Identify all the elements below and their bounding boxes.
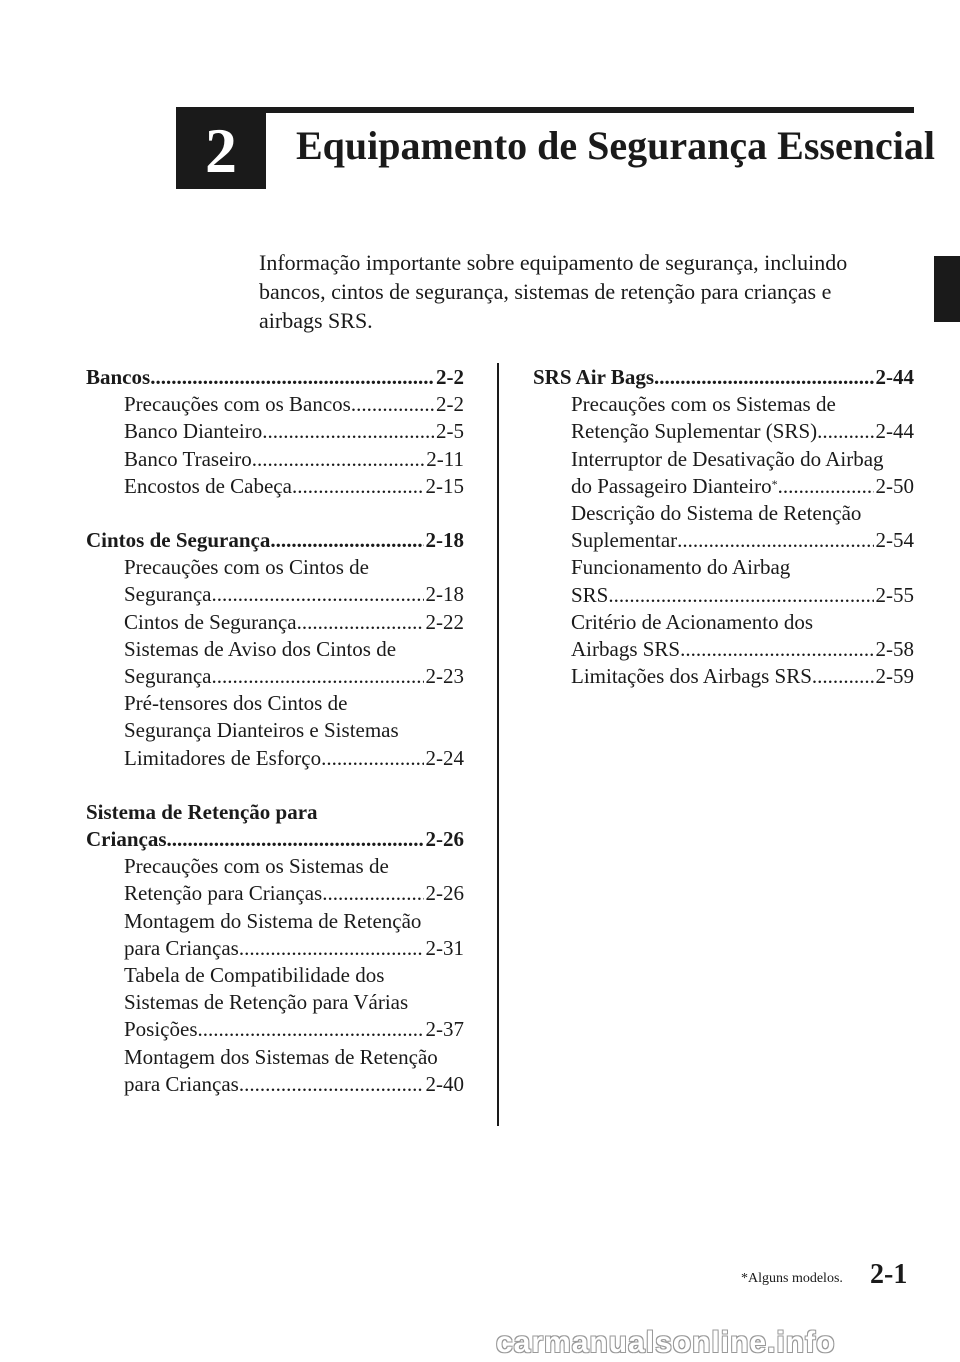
toc-leader-dots xyxy=(198,1016,424,1043)
toc-page-ref: 2-50 xyxy=(875,473,914,498)
toc-entry-line: Pré-tensores dos Cintos de xyxy=(124,691,348,716)
toc-entry-line: Sistemas de Retenção para Várias xyxy=(124,990,409,1015)
toc-page-ref: 2-23 xyxy=(425,664,464,689)
toc-entry xyxy=(86,581,464,608)
toc-left-column xyxy=(86,364,464,1098)
toc-page-ref: 2-59 xyxy=(875,664,914,689)
toc-entry-line: Descrição do Sistema de Retenção xyxy=(571,501,862,526)
chapter-number: 2 xyxy=(176,113,266,189)
toc-leader-dots xyxy=(321,745,423,772)
toc-entry-line: Interruptor de Desativação do Airbag xyxy=(571,446,884,471)
toc-entry-line: Montagem do Sistema de Retenção xyxy=(124,908,422,933)
toc-leader-dots xyxy=(270,527,423,554)
toc-entry-text: Retenção para Crianças xyxy=(124,881,323,906)
toc-page-ref: 2-22 xyxy=(425,609,464,634)
toc-leader-dots xyxy=(239,1071,424,1098)
toc-entry-text: Suplementar xyxy=(571,528,678,553)
intro-line: bancos, cintos de segurança, sistemas de retenção para crianças e xyxy=(259,279,832,304)
toc-entry-line: Tabela de Compatibilidade dos xyxy=(124,963,385,988)
toc-leader-dots xyxy=(677,527,873,554)
intro-line: Informação importante sobre equipamento de segurança, incluindo xyxy=(259,250,848,275)
toc-entry-text: para Crianças xyxy=(124,1071,239,1096)
toc-page-ref: 2-18 xyxy=(425,528,464,553)
toc-entry-line: Segurança Dianteiros e Sistemas xyxy=(124,718,399,743)
toc-entry xyxy=(86,935,464,962)
toc-entry-text: Limitações dos Airbags SRS xyxy=(571,664,812,689)
toc-leader-dots xyxy=(654,364,874,391)
toc-entry-text: Encostos de Cabeça xyxy=(124,473,292,498)
toc-page-ref: 2-26 xyxy=(425,827,464,852)
toc-page-ref: 2-37 xyxy=(425,1017,464,1042)
toc-heading-text: Crianças xyxy=(86,827,167,852)
chapter-thumb-tab xyxy=(934,256,960,322)
toc-entry-text: Cintos de Segurança xyxy=(124,609,297,634)
toc-entry-text: do Passageiro Dianteiro* xyxy=(571,473,778,498)
toc-page-ref: 2-11 xyxy=(426,446,464,471)
toc-entry xyxy=(86,418,464,445)
toc-entry-line: Funcionamento do Airbag xyxy=(571,555,791,580)
chapter-header-rule xyxy=(176,107,914,113)
toc-section-heading-line xyxy=(86,799,464,826)
toc-entry-line: Sistemas de Aviso dos Cintos de xyxy=(124,636,397,661)
toc-page-ref: 2-15 xyxy=(425,473,464,498)
toc-right-column xyxy=(533,364,914,690)
toc-page-ref: 2-44 xyxy=(875,419,914,444)
toc-entry xyxy=(533,636,914,663)
toc-leader-dots xyxy=(322,880,423,907)
toc-entry-text: Retenção Suplementar (SRS) xyxy=(571,419,818,444)
toc-entry-text: Airbags SRS xyxy=(571,637,681,662)
toc-page-ref: 2-24 xyxy=(425,745,464,770)
toc-leader-dots xyxy=(262,418,434,445)
toc-entry-text: Segurança xyxy=(124,582,212,607)
toc-entry xyxy=(86,473,464,500)
toc-entry xyxy=(533,582,914,609)
toc-entry-text: para Crianças xyxy=(124,935,239,960)
toc-entry-line: Precauções com os Cintos de xyxy=(124,555,369,580)
toc-section-heading xyxy=(86,826,464,853)
column-divider xyxy=(497,363,499,1126)
toc-leader-dots xyxy=(297,609,424,636)
toc-leader-dots xyxy=(167,826,424,853)
toc-leader-dots xyxy=(211,663,423,690)
toc-leader-dots xyxy=(292,473,424,500)
toc-leader-dots xyxy=(351,391,434,418)
toc-entry xyxy=(86,880,464,907)
toc-leader-dots xyxy=(680,636,873,663)
toc-entry-text: SRS xyxy=(571,582,609,607)
toc-entry-text: Segurança xyxy=(124,664,212,689)
toc-page-ref: 2-26 xyxy=(425,881,464,906)
watermark: carmanualsonline.info xyxy=(496,1326,836,1359)
toc-page-ref: 2-54 xyxy=(875,528,914,553)
toc-heading-text: Sistema de Retenção para xyxy=(86,799,318,824)
toc-section-heading xyxy=(86,364,464,391)
toc-entry-text: Banco Traseiro xyxy=(124,446,252,471)
toc-page-ref: 2-31 xyxy=(425,935,464,960)
toc-page-ref: 2-5 xyxy=(436,419,464,444)
toc-page-ref: 2-2 xyxy=(436,392,464,417)
toc-entry xyxy=(86,609,464,636)
toc-section xyxy=(86,799,464,1098)
toc-entry-line: Montagem dos Sistemas de Retenção xyxy=(124,1044,438,1069)
toc-entry-line: Critério de Acionamento dos xyxy=(571,609,814,634)
toc-entry-text: Posições xyxy=(124,1017,198,1042)
toc-section-heading xyxy=(86,527,464,554)
toc-entry-line: Precauções com os Sistemas de xyxy=(124,854,389,879)
toc-entry-text: Limitadores de Esforço xyxy=(124,745,322,770)
toc-leader-dots xyxy=(608,582,873,609)
toc-page-ref: 2-18 xyxy=(425,582,464,607)
toc-entry xyxy=(86,1071,464,1098)
toc-entry xyxy=(533,663,914,690)
toc-leader-dots xyxy=(239,935,424,962)
toc-page-ref: 2-58 xyxy=(875,637,914,662)
toc-leader-dots xyxy=(150,364,434,391)
toc-section xyxy=(533,364,914,690)
toc-entry xyxy=(533,418,914,445)
toc-entry xyxy=(533,527,914,554)
toc-entry-line: Precauções com os Sistemas de xyxy=(571,392,836,417)
intro-line: airbags SRS. xyxy=(259,308,373,333)
toc-page-ref: 2-55 xyxy=(875,582,914,607)
toc-page-ref: 2-44 xyxy=(875,365,914,389)
toc-entry xyxy=(86,1016,464,1043)
toc-entry-text: Precauções com os Bancos xyxy=(124,392,351,417)
page-number: 2-1 xyxy=(870,1259,908,1290)
toc-section xyxy=(86,527,464,772)
toc-entry xyxy=(86,391,464,418)
toc-leader-dots xyxy=(778,473,874,500)
toc-entry xyxy=(86,663,464,690)
toc-section xyxy=(86,364,464,500)
toc-heading-text: SRS Air Bags xyxy=(533,365,654,389)
toc-leader-dots xyxy=(252,446,425,473)
toc-section-heading xyxy=(533,364,914,391)
toc-entry xyxy=(86,446,464,473)
toc-leader-dots xyxy=(211,581,423,608)
toc-page-ref: 2-40 xyxy=(425,1071,464,1096)
toc-entry-text: Banco Dianteiro xyxy=(124,419,263,444)
toc-leader-dots xyxy=(817,418,873,445)
footnote: *Alguns modelos. xyxy=(741,1271,843,1286)
toc-leader-dots xyxy=(812,663,874,690)
toc-page-ref: 2-2 xyxy=(436,365,464,389)
toc-heading-text: Cintos de Segurança xyxy=(86,528,271,553)
footnote-marker: * xyxy=(771,476,778,491)
toc-entry xyxy=(533,473,914,500)
toc-entry xyxy=(86,745,464,772)
chapter-intro xyxy=(259,248,899,335)
chapter-title: Equipamento de Segurança Essencial xyxy=(296,123,935,168)
toc-heading-text: Bancos xyxy=(86,365,151,389)
